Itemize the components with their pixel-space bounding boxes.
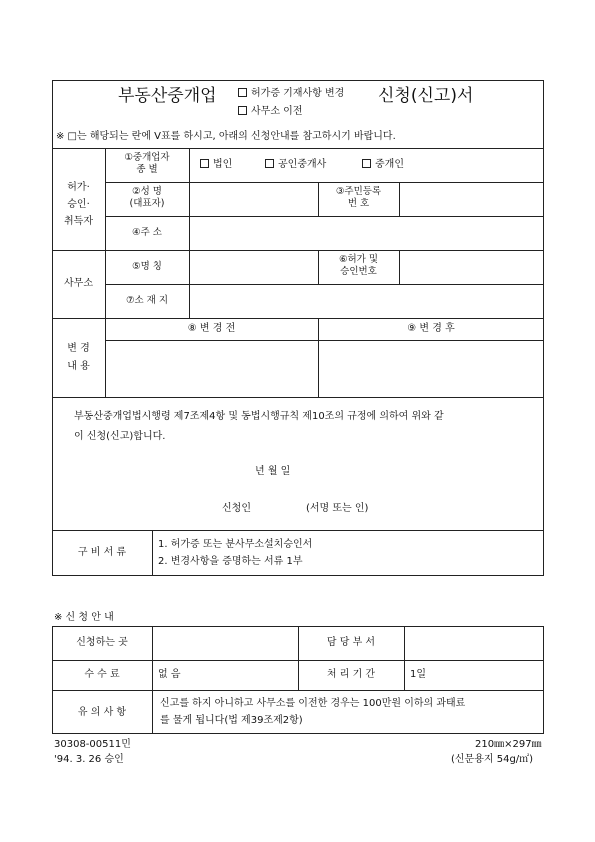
option-license-change: 허가증 기재사항 변경 (238, 88, 344, 100)
rrn-label: ③주민등록 번 호 (335, 186, 382, 209)
option-broker: 중개인 (362, 159, 404, 171)
office-section-label: 사무소 (64, 278, 93, 289)
date-line: 년 월 일 (255, 466, 291, 477)
period-value: 1일 (410, 669, 427, 680)
declaration-line1: 부동산중개업법시행령 제7조제4항 및 동법시행규칙 제10조의 규정에 의하여 위와 같 (74, 411, 444, 422)
paper-type: (신문용지 54g/㎡) (451, 754, 534, 765)
name-label: ②성 명 (대표자) (129, 186, 165, 209)
office-name-field[interactable] (190, 251, 317, 283)
documents-label: 구 비 서 류 (77, 547, 127, 558)
caution-label: 유 의 사 항 (77, 707, 127, 718)
fee-value: 없 음 (158, 669, 181, 680)
option-office-move: 사무소 이전 (238, 106, 302, 118)
location-label: ⑦소 재 지 (125, 295, 169, 306)
title-business: 부동산중개업 (118, 86, 217, 106)
applicant-section-label: 허가· 승인· 취득자 (64, 182, 93, 227)
checkbox-corporation[interactable] (200, 159, 209, 168)
change-section-label: 변 경 내 용 (67, 343, 90, 372)
declaration-line2: 이 신청(신고)합니다. (74, 431, 166, 442)
approval-date: '94. 3. 26 승인 (54, 754, 124, 765)
caution-line1: 신고를 하지 아니하고 사무소를 이전한 경우는 100만원 이하의 과태료 (160, 698, 466, 709)
fee-label: 수 수 료 (84, 669, 120, 680)
checkbox-license-change[interactable] (238, 88, 247, 97)
dept-label: 담 당 부 서 (326, 637, 376, 648)
checkbox-office-move[interactable] (238, 106, 247, 115)
checkbox-licensed-agent[interactable] (265, 159, 274, 168)
before-change-field[interactable] (106, 341, 317, 396)
title-doc: 신청(신고)서 (378, 86, 474, 106)
applicant-label: 신청인 (222, 503, 251, 514)
caution-line2: 를 물게 됩니다(법 제39조제2항) (160, 715, 303, 726)
place-value (153, 627, 297, 659)
business-type-label: ①중개업자 종 별 (124, 152, 170, 175)
location-field[interactable] (190, 285, 543, 317)
period-label: 처 리 기 간 (326, 669, 376, 680)
notice-text: ※ □는 해당되는 란에 V표를 하시고, 아래의 신청안내를 참고하시기 바랍니다. (56, 131, 396, 142)
checkbox-broker[interactable] (362, 159, 371, 168)
office-name-label: ⑤명 칭 (132, 261, 162, 272)
signature-label: (서명 또는 인) (306, 503, 369, 514)
after-change-label: ⑨ 변 경 후 (407, 323, 455, 334)
address-field[interactable] (190, 217, 543, 249)
form-number: 30308-00511민 (54, 739, 131, 750)
place-label: 신청하는 곳 (76, 637, 128, 648)
guide-heading: ※ 신 청 안 내 (54, 612, 114, 623)
after-change-field[interactable] (319, 341, 543, 396)
dept-value (405, 627, 543, 659)
document-item-1: 1. 허가증 또는 분사무소설치승인서 (158, 539, 313, 550)
paper-size: 210㎜×297㎜ (475, 739, 542, 750)
name-field[interactable] (190, 183, 317, 215)
option-licensed-agent: 공인중개사 (265, 159, 326, 171)
address-label: ④주 소 (132, 227, 162, 238)
permit-number-field[interactable] (400, 251, 543, 283)
permit-number-label: ⑥허가 및 승인번호 (338, 254, 379, 277)
before-change-label: ⑧ 변 경 전 (187, 323, 236, 334)
option-corporation: 법인 (200, 159, 232, 171)
document-item-2: 2. 변경사항을 증명하는 서류 1부 (158, 556, 303, 567)
rrn-field[interactable] (400, 183, 543, 215)
